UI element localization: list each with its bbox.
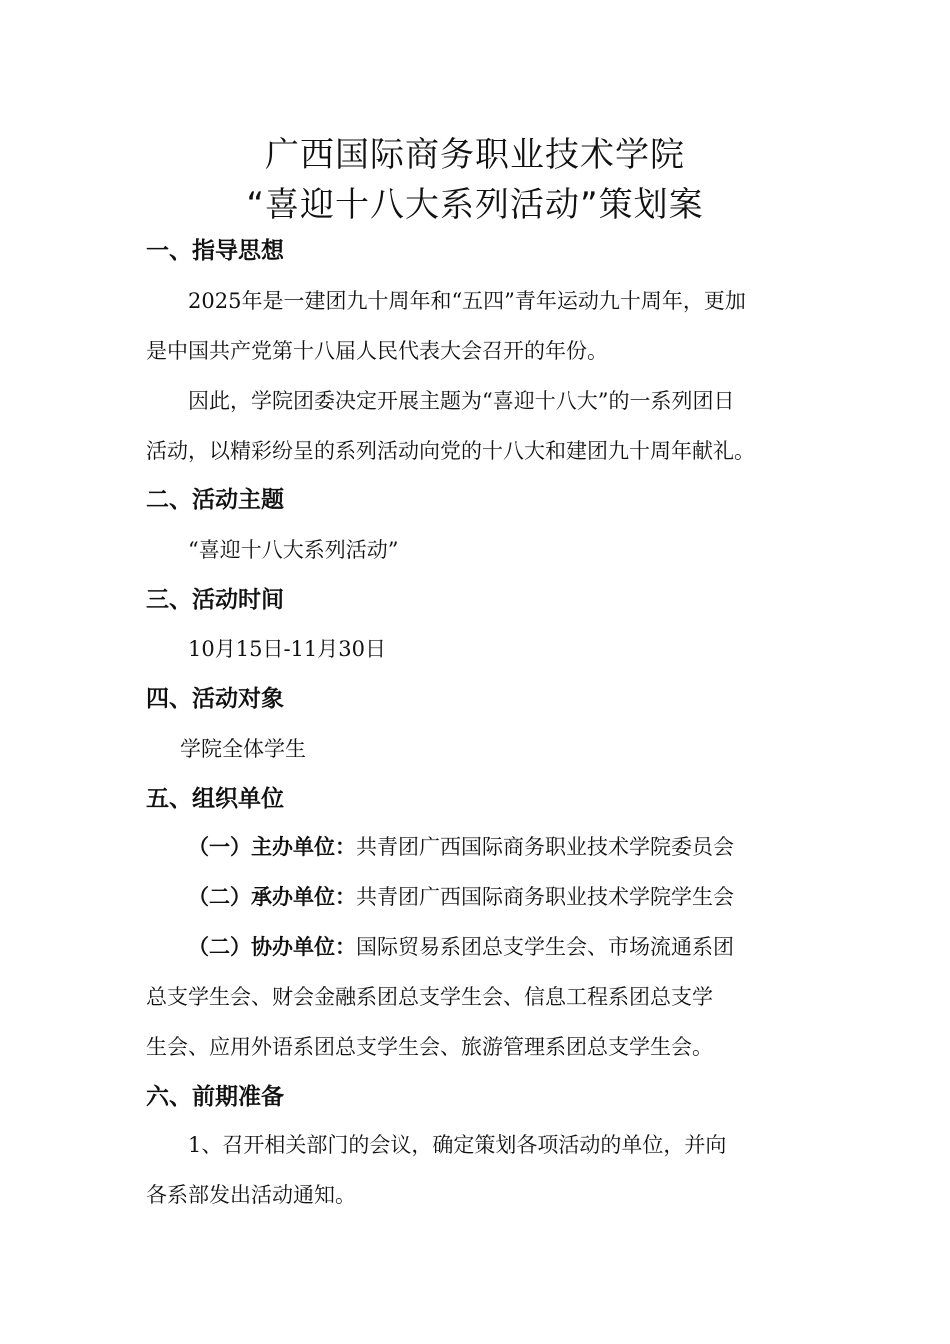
paragraph-line: 是中国共产党第十八届人民代表大会召开的年份。 xyxy=(146,339,608,363)
host-unit-value: 共青团广西国际商务职业技术学院委员会 xyxy=(356,835,734,859)
co-organizer-unit-value: 国际贸易系团总支学生会、市场流通系团 xyxy=(356,935,734,959)
activity-theme-text: “喜迎十八大系列活动” xyxy=(188,538,399,562)
paragraph-line: 各系部发出活动通知。 xyxy=(146,1183,356,1207)
paragraph-line: 2025年是一建团九十周年和“五四”青年运动九十周年，更加 xyxy=(188,289,746,313)
paragraph-line: 1、召开相关部门的会议，确定策划各项活动的单位，并向 xyxy=(188,1133,727,1157)
section-heading-guiding-ideology: 一、指导思想 xyxy=(146,238,284,264)
section-heading-time: 三、活动时间 xyxy=(146,587,284,613)
document-title: 广西国际商务职业技术学院 xyxy=(265,135,685,175)
paragraph-line: 因此，学院团委决定开展主题为“喜迎十八大”的一系列团日 xyxy=(188,389,735,413)
paragraph-line: 生会、应用外语系团总支学生会、旅游管理系团总支学生会。 xyxy=(146,1035,713,1059)
co-organizer-unit-label: （二）协办单位： xyxy=(188,935,356,959)
section-heading-organizers: 五、组织单位 xyxy=(146,786,284,812)
paragraph-line: 活动，以精彩纷呈的系列活动向党的十八大和建团九十周年献礼。 xyxy=(146,439,755,463)
section-heading-audience: 四、活动对象 xyxy=(146,686,284,712)
section-heading-theme: 二、活动主题 xyxy=(146,487,284,513)
organizer-unit-line xyxy=(188,872,808,922)
host-unit-line xyxy=(188,822,808,872)
organizer-unit-value: 共青团广西国际商务职业技术学院学生会 xyxy=(356,885,734,909)
document-subtitle: “喜迎十八大系列活动”策划案 xyxy=(246,185,704,225)
activity-time-text: 10月15日-11月30日 xyxy=(188,637,386,661)
organizer-unit-label: （二）承办单位： xyxy=(188,885,356,909)
activity-audience-text: 学院全体学生 xyxy=(180,737,306,761)
host-unit-label: （一）主办单位： xyxy=(188,835,356,859)
co-organizer-unit-line xyxy=(188,922,808,972)
paragraph-line: 总支学生会、财会金融系团总支学生会、信息工程系团总支学 xyxy=(146,985,713,1009)
section-heading-preparation: 六、前期准备 xyxy=(146,1084,284,1110)
